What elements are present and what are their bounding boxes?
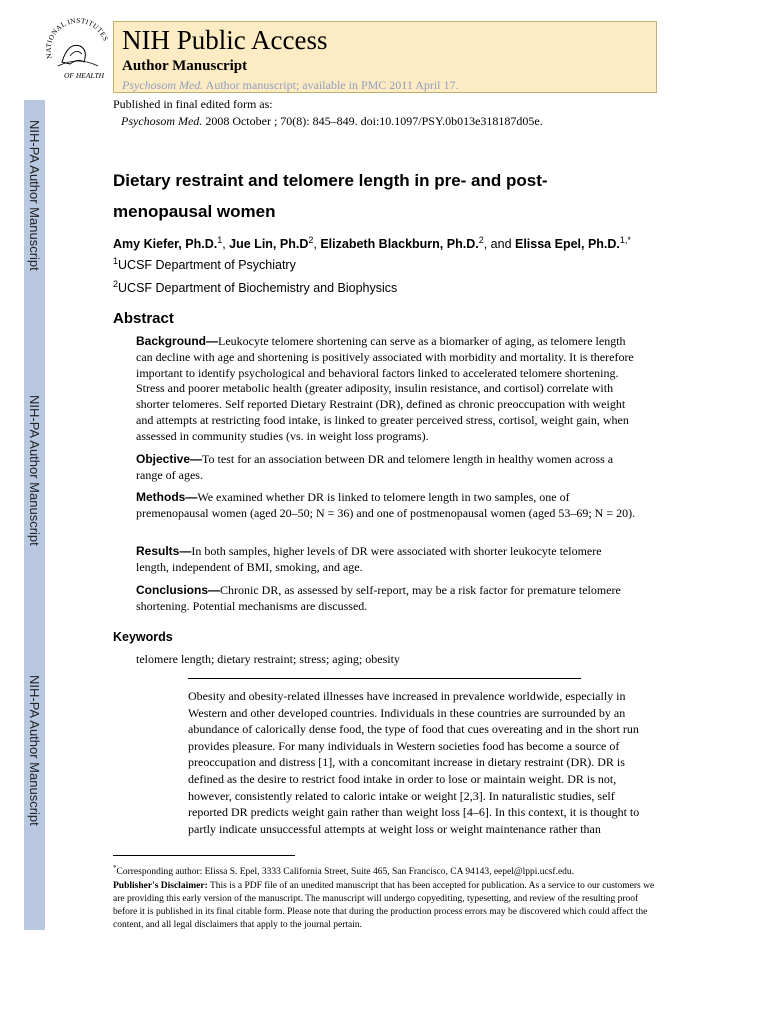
disclaimer-label: Publisher's Disclaimer: — [113, 881, 208, 891]
nih-institutes-of-health-seal-icon — [40, 12, 116, 88]
affiliation-text: UCSF Department of Psychiatry — [118, 258, 296, 273]
author-separator: , — [313, 237, 321, 252]
disclaimer-text: This is a PDF file of an unedited manuscript that has been accepted for publication. As a service to our customers we are providing this early version of the manuscript. The manuscript will undergo copyediting, typesetting, and review of the resulting proof before it is published in its final citable form. Please note that during the production process errors may be discovered which could affect the content, and all legal disclaimers that apply to the journal pertain. — [113, 881, 655, 930]
affiliation-text: UCSF Department of Biochemistry and Biophysics — [118, 281, 398, 296]
author-affiliation-mark: 2 — [478, 235, 484, 245]
author-list — [113, 235, 631, 251]
author-affiliation-mark: 1,* — [619, 235, 631, 245]
affiliation-2 — [113, 279, 397, 295]
affiliation-1 — [113, 256, 296, 272]
abstract-background — [136, 334, 636, 445]
author-name: Elizabeth Blackburn, Ph.D. — [320, 237, 479, 252]
abstract-heading: Abstract — [113, 310, 174, 327]
article-title: Dietary restraint and telomere length in pre- and post-menopausal women — [113, 171, 548, 221]
abstract-section-text: We examined whether DR is linked to telomere length in two samples, one of premenopausal women (aged 20–50; N = 36) and one of postmenopausal women (aged 53–69; N = 20). — [136, 490, 636, 520]
header-subtitle: Author Manuscript — [122, 58, 248, 74]
author-name: Elissa Epel, Ph.D. — [515, 237, 620, 252]
sidebar-label-bottom: NIH-PA Author Manuscript — [27, 674, 42, 826]
affiliation-mark: 2 — [113, 279, 119, 289]
abstract-section-label: Background— — [136, 334, 219, 348]
sidebar-label-middle: NIH-PA Author Manuscript — [27, 394, 42, 546]
corresponding-author-text: Corresponding author: Elissa S. Epel, 3333 California Street, Suite 465, San Francisco, CA 94143, eepel@lppi.ucsf.edu. — [116, 867, 575, 878]
keywords-heading: Keywords — [113, 630, 173, 644]
published-journal: Psychosom Med. — [121, 114, 203, 128]
abstract-section-label: Results— — [136, 544, 192, 558]
section-divider — [188, 678, 581, 679]
abstract-section-text: To test for an association between DR and telomere length in healthy women across a range of ages. — [136, 452, 614, 482]
publisher-disclaimer — [113, 880, 658, 932]
published-citation — [121, 114, 543, 129]
abstract-conclusions — [136, 583, 636, 615]
author-separator: , — [222, 237, 230, 252]
published-details: 2008 October ; 70(8): 845–849. doi:10.1097/PSY.0b013e318187d05e. — [205, 114, 543, 128]
header-title: NIH Public Access — [122, 25, 328, 55]
header-journal: Psychosom Med. — [122, 78, 204, 92]
author-separator: , and — [483, 237, 515, 252]
abstract-section-label: Conclusions— — [136, 583, 221, 597]
sidebar-label-top: NIH-PA Author Manuscript — [27, 119, 42, 271]
published-label: Published in final edited form as: — [113, 97, 273, 111]
svg-text:OF HEALTH: OF HEALTH — [64, 71, 105, 80]
nih-public-access-header — [113, 21, 657, 93]
corresponding-author-footnote — [113, 864, 574, 877]
abstract-section-text: In both samples, higher levels of DR were associated with shorter leukocyte telomere length, independent of BMI, smoking, and age. — [136, 544, 602, 574]
nih-pa-sidebar — [24, 100, 45, 930]
abstract-section-label: Methods— — [136, 490, 198, 504]
footnote-divider — [113, 855, 295, 856]
author-name: Amy Kiefer, Ph.D. — [113, 237, 218, 252]
svg-text:NATIONAL INSTITUTES: NATIONAL INSTITUTES — [44, 16, 110, 60]
abstract-methods — [136, 490, 636, 522]
author-name: Jue Lin, Ph.D — [229, 237, 309, 252]
abstract-objective — [136, 452, 636, 484]
keywords-list: telomere length; dietary restraint; stress; aging; obesity — [136, 652, 400, 666]
body-paragraph: Obesity and obesity-related illnesses have increased in prevalence worldwide, especially in Western and other developed countries. Individuals in these countries are surrounded by an abundance of calorically dense food, the type of food that cues overeating and in the short run provides pleasure. For many individuals in Western societies food has become a source of preoccupation and distress [1], with a concomitant increase in dietary restraint (DR). DR is defined as the desire to restrict food intake in order to lose or maintain weight. DR is not, however, consistently related to caloric intake or weight [2,3]. In naturalistic studies, self reported DR predicts weight gain rather than weight loss [4–6]. In this context, it is thought to partly indicate unsuccessful attempts at weight loss or weight maintenance rather than — [188, 689, 640, 836]
footnote-mark: * — [113, 864, 117, 872]
author-affiliation-mark: 1 — [217, 235, 223, 245]
affiliation-mark: 1 — [113, 256, 119, 266]
abstract-results — [136, 544, 636, 576]
abstract-section-label: Objective— — [136, 452, 203, 466]
header-availability-text: Author manuscript; available in PMC 2011 April 17. — [205, 78, 459, 92]
author-affiliation-mark: 2 — [308, 235, 314, 245]
header-availability — [122, 78, 459, 93]
abstract-section-text: Chronic DR, as assessed by self-report, may be a risk factor for premature telomere shortening. Potential mechanisms are discussed. — [136, 583, 621, 613]
abstract-section-text: Leukocyte telomere shortening can serve as a biomarker of aging, as telomere length can decline with age and shortening is positively associated with morbidity and mortality. It is therefore important to identify psychological and behavioral factors linked to accelerated telomere shortening. Stress and poorer metabolic health (greater adiposity, insulin resistance, and cortisol) correlate with shorter telomeres. Self reported Dietary Restraint (DR), defined as chronic preoccupation with weight and attempts at restricting food intake, is linked to greater perceived stress, cortisol, weight gain, when assessed in community studies (vs. in weight loss programs). — [136, 334, 634, 443]
